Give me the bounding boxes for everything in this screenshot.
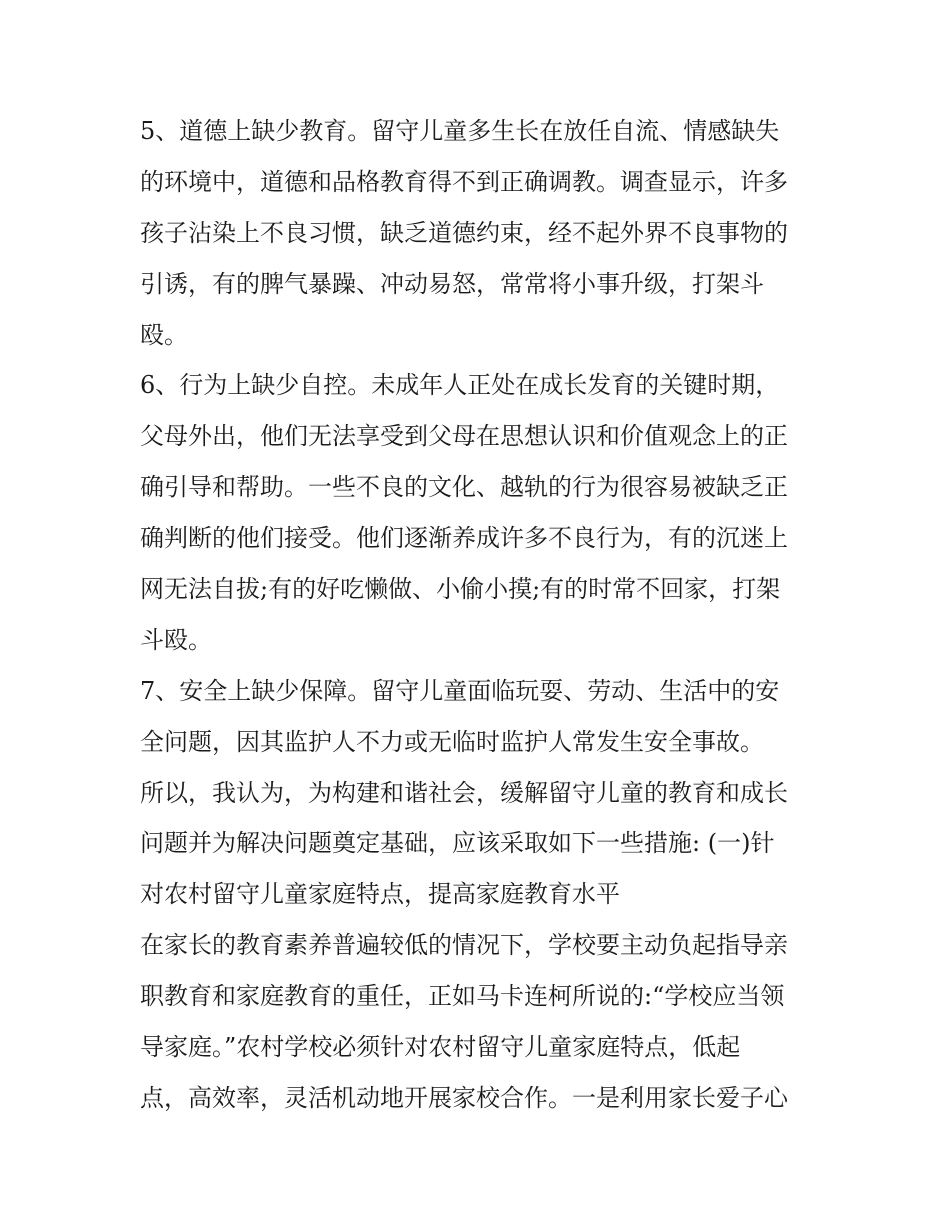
text-line: 网无法自拔;有的好吃懒做、小偷小摸;有的时常不回家，打架	[140, 575, 781, 604]
text-line: 确引导和帮助。一些不良的文化、越轨的行为很容易被缺乏正	[140, 473, 788, 502]
text-line: 的环境中，道德和品格教育得不到正确调教。调查显示，许多	[140, 167, 788, 196]
text-line: 斗殴。	[140, 625, 212, 654]
text-line: 7、安全上缺少保障。留守儿童面临玩耍、劳动、生活中的安	[140, 676, 780, 705]
text-line: 问题并为解决问题奠定基础，应该采取如下一些措施: (一)针	[140, 829, 775, 858]
text-line: 6、行为上缺少自控。未成年人正处在成长发育的关键时期，	[140, 371, 780, 400]
text-line: 5、道德上缺少教育。留守儿童多生长在放任自流、情感缺失	[140, 117, 780, 145]
text-line: 父母外出，他们无法享受到父母在思想认识和价值观念上的正	[140, 422, 788, 451]
text-line: 导家庭。”农村学校必须针对农村留守儿童家庭特点，低起	[140, 1033, 741, 1062]
document-body	[140, 106, 820, 1124]
text-line: 全问题，因其监护人不力或无临时监护人常发生安全事故。	[140, 727, 764, 756]
text-line: 孩子沾染上不良习惯，缺乏道德约束，经不起外界不良事物的	[140, 218, 788, 247]
text-line: 在家长的教育素养普遍较低的情况下，学校要主动负起指导亲	[140, 931, 788, 960]
text-line: 引诱，有的脾气暴躁、冲动易怒，常常将小事升级，打架斗	[140, 269, 764, 298]
text-line: 殴。	[140, 320, 188, 349]
text-line: 职教育和家庭教育的重任，正如马卡连柯所说的:“学校应当领	[140, 982, 785, 1011]
text-line: 所以，我认为，为构建和谐社会，缓解留守儿童的教育和成长	[140, 778, 788, 807]
text-line: 点，高效率，灵活机动地开展家校合作。一是利用家长爱子心	[140, 1083, 788, 1112]
text-line: 确判断的他们接受。他们逐渐养成许多不良行为，有的沉迷上	[140, 524, 788, 553]
text-line: 对农村留守儿童家庭特点，提高家庭教育水平	[140, 880, 620, 909]
